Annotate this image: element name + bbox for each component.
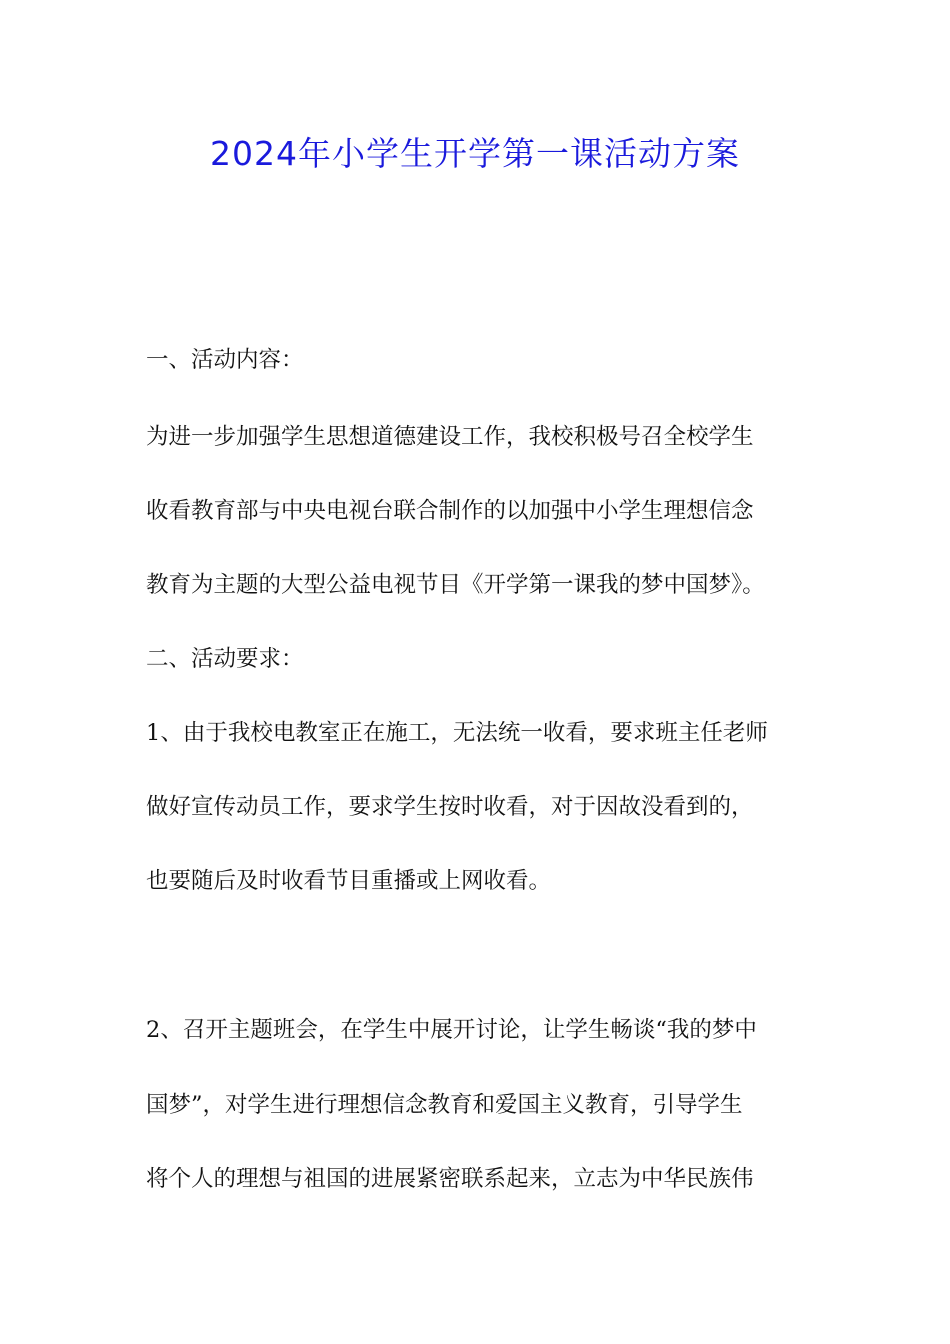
- paragraph-line: 将个人的理想与祖国的进展紧密联系起来，立志为中华民族伟: [146, 1166, 754, 1192]
- section-heading-activity-requirements: 二、活动要求：: [146, 646, 304, 672]
- section-heading-activity-content: 一、活动内容：: [146, 347, 304, 373]
- paragraph-line: 1、由于我校电教室正在施工，无法统一收看，要求班主任老师: [146, 720, 768, 746]
- paragraph-line: 教育为主题的大型公益电视节目《开学第一课我的梦中国梦》。: [146, 572, 765, 598]
- paragraph-line: 国梦”，对学生进行理想信念教育和爱国主义教育，引导学生: [146, 1092, 743, 1118]
- document-title: 2024年小学生开学第一课活动方案: [210, 134, 740, 173]
- paragraph-line: 2、召开主题班会，在学生中展开讨论，让学生畅谈“我的梦中: [146, 1017, 757, 1043]
- paragraph-line: 也要随后及时收看节目重播或上网收看。: [146, 868, 552, 894]
- paragraph-line: 做好宣传动员工作，要求学生按时收看，对于因故没看到的，: [146, 794, 754, 820]
- paragraph-line: 收看教育部与中央电视台联合制作的以加强中小学生理想信念: [146, 498, 754, 524]
- paragraph-line: 为进一步加强学生思想道德建设工作，我校积极号召全校学生: [146, 424, 754, 450]
